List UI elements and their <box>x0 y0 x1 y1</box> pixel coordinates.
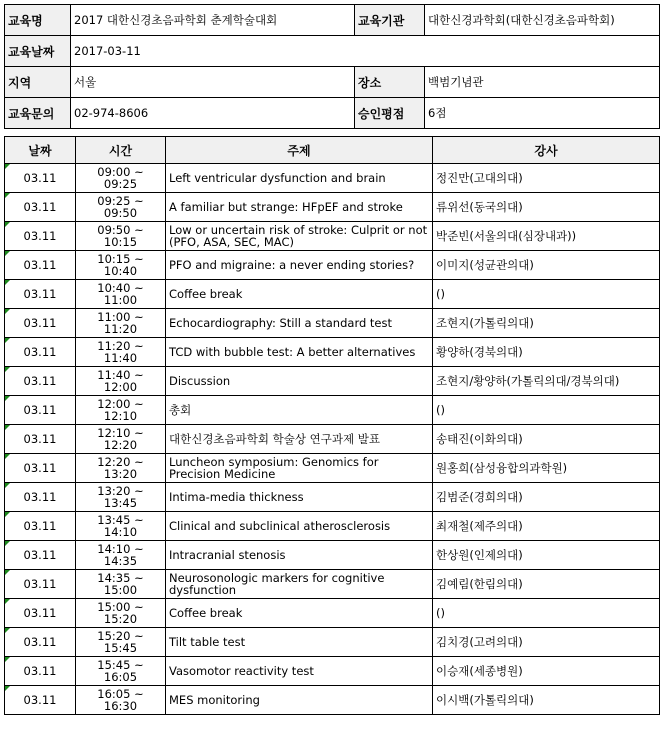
session-date-text: 03.11 <box>23 548 57 562</box>
session-speaker-text: 김예림(한림의대) <box>436 577 523 591</box>
session-topic <box>166 483 433 512</box>
table-row <box>5 193 660 222</box>
session-speaker-text: () <box>436 403 445 417</box>
session-time <box>76 686 166 715</box>
session-topic <box>166 367 433 396</box>
session-time-text: 11:40 ~ 12:00 <box>97 368 144 394</box>
session-date-text: 03.11 <box>23 432 57 446</box>
cell-marker-icon <box>5 454 10 459</box>
session-time-text: 09:00 ~ 09:25 <box>97 165 144 191</box>
cell-marker-icon <box>5 396 10 401</box>
session-speaker-text: 황양하(경북의대) <box>436 345 523 359</box>
header-time: 시간 <box>76 137 166 164</box>
session-speaker-text: 이미지(성균관의대) <box>436 258 534 272</box>
session-time-text: 10:15 ~ 10:40 <box>97 252 144 278</box>
session-date <box>5 193 76 222</box>
cell-marker-icon <box>5 512 10 517</box>
session-speaker-text: 한상원(인제의대) <box>436 548 523 562</box>
session-date-text: 03.11 <box>23 519 57 533</box>
session-date <box>5 628 76 657</box>
cell-marker-icon <box>5 425 10 430</box>
session-topic <box>166 193 433 222</box>
session-topic-text: A familiar but strange: HFpEF and stroke <box>169 200 403 214</box>
session-speaker <box>433 657 660 686</box>
session-speaker <box>433 164 660 193</box>
cell-marker-icon <box>5 570 10 575</box>
session-date <box>5 686 76 715</box>
session-speaker <box>433 193 660 222</box>
session-date-text: 03.11 <box>23 316 57 330</box>
session-speaker-text: () <box>436 287 445 301</box>
session-topic <box>166 628 433 657</box>
credit-label: 승인평점 <box>355 98 425 129</box>
session-speaker <box>433 512 660 541</box>
session-speaker <box>433 396 660 425</box>
session-speaker-text: 최재철(제주의대) <box>436 519 523 533</box>
session-date-text: 03.11 <box>23 693 57 707</box>
session-topic-text: Coffee break <box>169 606 243 620</box>
session-date <box>5 367 76 396</box>
session-speaker-text: 조현지/황양하(가톨릭의대/경북의대) <box>436 374 620 388</box>
session-date <box>5 657 76 686</box>
session-speaker <box>433 628 660 657</box>
session-time <box>76 251 166 280</box>
session-speaker-text: 김범준(경희의대) <box>436 490 523 504</box>
table-row <box>5 338 660 367</box>
cell-marker-icon <box>5 222 10 227</box>
session-speaker <box>433 599 660 628</box>
session-speaker-text: 이승재(세종병원) <box>436 664 523 678</box>
session-date-text: 03.11 <box>23 490 57 504</box>
session-time-text: 11:00 ~ 11:20 <box>97 310 144 336</box>
session-date <box>5 425 76 454</box>
session-date <box>5 483 76 512</box>
region-label: 지역 <box>5 67 71 98</box>
session-time-text: 12:10 ~ 12:20 <box>97 426 144 452</box>
session-speaker <box>433 280 660 309</box>
session-speaker-text: 김치경(고려의대) <box>436 635 523 649</box>
session-topic <box>166 454 433 483</box>
session-time <box>76 338 166 367</box>
header-speaker: 강사 <box>433 137 660 164</box>
table-row <box>5 309 660 338</box>
session-topic <box>166 164 433 193</box>
session-date-text: 03.11 <box>23 374 57 388</box>
session-topic <box>166 686 433 715</box>
session-time-text: 13:20 ~ 13:45 <box>97 484 144 510</box>
session-time <box>76 512 166 541</box>
session-date-text: 03.11 <box>23 635 57 649</box>
session-speaker <box>433 251 660 280</box>
session-topic-text: 총회 <box>169 403 192 417</box>
session-topic-text: Coffee break <box>169 287 243 301</box>
session-time-text: 16:05 ~ 16:30 <box>97 687 144 713</box>
table-row <box>5 686 660 715</box>
header-date: 날짜 <box>5 137 76 164</box>
schedule-table <box>4 136 660 715</box>
session-time <box>76 570 166 599</box>
session-topic-text: TCD with bubble test: A better alternatives <box>169 345 416 359</box>
session-time-text: 12:20 ~ 13:20 <box>97 455 144 481</box>
place-value: 백범기념관 <box>425 67 660 98</box>
session-time <box>76 309 166 338</box>
session-date <box>5 570 76 599</box>
session-time-text: 15:00 ~ 15:20 <box>97 600 144 626</box>
session-topic <box>166 338 433 367</box>
contact-value: 02-974-8606 <box>71 98 355 129</box>
session-time <box>76 193 166 222</box>
session-date-text: 03.11 <box>23 200 57 214</box>
credit-value: 6점 <box>425 98 660 129</box>
info-row-contact <box>5 98 660 129</box>
table-row <box>5 512 660 541</box>
session-time-text: 10:40 ~ 11:00 <box>97 281 144 307</box>
session-date <box>5 512 76 541</box>
info-row-date <box>5 36 660 67</box>
table-row <box>5 483 660 512</box>
session-speaker <box>433 222 660 251</box>
session-date <box>5 164 76 193</box>
session-time <box>76 657 166 686</box>
session-date <box>5 338 76 367</box>
session-time <box>76 396 166 425</box>
session-speaker <box>433 425 660 454</box>
table-row <box>5 425 660 454</box>
session-date-text: 03.11 <box>23 403 57 417</box>
session-speaker <box>433 483 660 512</box>
session-speaker <box>433 338 660 367</box>
session-topic-text: 대한신경초음파학회 학술상 연구과제 발표 <box>169 432 380 446</box>
session-date-text: 03.11 <box>23 171 57 185</box>
contact-label: 교육문의 <box>5 98 71 129</box>
session-topic <box>166 251 433 280</box>
cell-marker-icon <box>5 164 10 169</box>
edu-name-value: 2017 대한신경초음파학회 춘계학술대회 <box>71 5 355 36</box>
session-time-text: 14:10 ~ 14:35 <box>97 542 144 568</box>
session-speaker-text: 정진만(고대의대) <box>436 171 523 185</box>
session-speaker-text: 원홍희(삼성융합의과학원) <box>436 461 568 475</box>
session-date <box>5 396 76 425</box>
session-time-text: 15:20 ~ 15:45 <box>97 629 144 655</box>
edu-date-value: 2017-03-11 <box>71 36 660 67</box>
session-date-text: 03.11 <box>23 577 57 591</box>
session-date-text: 03.11 <box>23 287 57 301</box>
session-time-text: 09:25 ~ 09:50 <box>97 194 144 220</box>
session-speaker <box>433 309 660 338</box>
cell-marker-icon <box>5 628 10 633</box>
cell-marker-icon <box>5 338 10 343</box>
schedule-header-row <box>5 137 660 164</box>
session-speaker <box>433 686 660 715</box>
table-row <box>5 222 660 251</box>
session-topic <box>166 512 433 541</box>
session-topic-text: Low or uncertain risk of stroke: Culprit or not (PFO, ASA, SEC, MAC) <box>169 223 428 249</box>
session-topic-text: MES monitoring <box>169 693 260 707</box>
session-time-text: 12:00 ~ 12:10 <box>97 397 144 423</box>
session-speaker <box>433 454 660 483</box>
cell-marker-icon <box>5 483 10 488</box>
session-date-text: 03.11 <box>23 258 57 272</box>
session-date <box>5 309 76 338</box>
table-row <box>5 367 660 396</box>
session-speaker <box>433 570 660 599</box>
session-topic <box>166 657 433 686</box>
session-topic-text: Intima-media thickness <box>169 490 304 504</box>
session-topic <box>166 425 433 454</box>
session-time <box>76 483 166 512</box>
table-row <box>5 570 660 599</box>
session-topic <box>166 309 433 338</box>
session-date-text: 03.11 <box>23 606 57 620</box>
session-topic-text: Left ventricular dysfunction and brain <box>169 171 386 185</box>
session-speaker-text: 조현지(가톨릭의대) <box>436 316 534 330</box>
session-topic-text: Intracranial stenosis <box>169 548 286 562</box>
session-date-text: 03.11 <box>23 664 57 678</box>
header-topic: 주제 <box>166 137 433 164</box>
session-date <box>5 541 76 570</box>
schedule-body <box>5 164 660 715</box>
cell-marker-icon <box>5 367 10 372</box>
session-time-text: 14:35 ~ 15:00 <box>97 571 144 597</box>
session-time <box>76 280 166 309</box>
table-row <box>5 541 660 570</box>
session-topic-text: Echocardiography: Still a standard test <box>169 316 393 330</box>
session-topic-text: Vasomotor reactivity test <box>169 664 314 678</box>
session-time <box>76 222 166 251</box>
session-topic <box>166 280 433 309</box>
session-time <box>76 628 166 657</box>
session-topic-text: Clinical and subclinical atherosclerosis <box>169 519 391 533</box>
cell-marker-icon <box>5 657 10 662</box>
session-speaker <box>433 367 660 396</box>
session-topic <box>166 541 433 570</box>
table-row <box>5 164 660 193</box>
session-topic <box>166 396 433 425</box>
session-date-text: 03.11 <box>23 345 57 359</box>
session-date <box>5 222 76 251</box>
table-row <box>5 454 660 483</box>
session-time <box>76 367 166 396</box>
session-time <box>76 599 166 628</box>
table-row <box>5 251 660 280</box>
session-date-text: 03.11 <box>23 461 57 475</box>
session-topic <box>166 222 433 251</box>
session-date <box>5 599 76 628</box>
session-speaker-text: () <box>436 606 445 620</box>
cell-marker-icon <box>5 599 10 604</box>
session-time <box>76 541 166 570</box>
session-date <box>5 251 76 280</box>
cell-marker-icon <box>5 193 10 198</box>
org-value: 대한신경과학회(대한신경초음파학회) <box>425 5 660 36</box>
cell-marker-icon <box>5 280 10 285</box>
table-row <box>5 396 660 425</box>
table-row <box>5 599 660 628</box>
session-speaker <box>433 541 660 570</box>
place-label: 장소 <box>355 67 425 98</box>
cell-marker-icon <box>5 541 10 546</box>
table-row <box>5 628 660 657</box>
session-topic-text: Luncheon symposium: Genomics for Precision Medicine <box>169 455 379 481</box>
session-date-text: 03.11 <box>23 229 57 243</box>
region-value: 서울 <box>71 67 355 98</box>
session-date <box>5 280 76 309</box>
edu-date-label: 교육날짜 <box>5 36 71 67</box>
session-time <box>76 425 166 454</box>
session-topic <box>166 599 433 628</box>
table-row <box>5 280 660 309</box>
session-topic-text: PFO and migraine: a never ending stories? <box>169 258 415 272</box>
info-row-region <box>5 67 660 98</box>
session-time-text: 09:50 ~ 10:15 <box>97 223 144 249</box>
cell-marker-icon <box>5 251 10 256</box>
table-row <box>5 657 660 686</box>
session-topic <box>166 570 433 599</box>
session-speaker-text: 이시백(가톨릭의대) <box>436 693 534 707</box>
education-info-table <box>4 4 660 129</box>
cell-marker-icon <box>5 309 10 314</box>
session-time-text: 11:20 ~ 11:40 <box>97 339 144 365</box>
info-row-name <box>5 5 660 36</box>
session-time-text: 15:45 ~ 16:05 <box>97 658 144 684</box>
session-topic-text: Discussion <box>169 374 231 388</box>
session-speaker-text: 류위선(동국의대) <box>436 200 523 214</box>
session-speaker-text: 박준빈(서울의대(심장내과)) <box>436 229 577 243</box>
session-topic-text: Neurosonologic markers for cognitive dysfunction <box>169 571 385 597</box>
session-time-text: 13:45 ~ 14:10 <box>97 513 144 539</box>
session-time <box>76 164 166 193</box>
org-label: 교육기관 <box>355 5 425 36</box>
session-time <box>76 454 166 483</box>
session-date <box>5 454 76 483</box>
cell-marker-icon <box>5 686 10 691</box>
session-topic-text: Tilt table test <box>169 635 246 649</box>
session-speaker-text: 송태진(이화의대) <box>436 432 523 446</box>
edu-name-label: 교육명 <box>5 5 71 36</box>
